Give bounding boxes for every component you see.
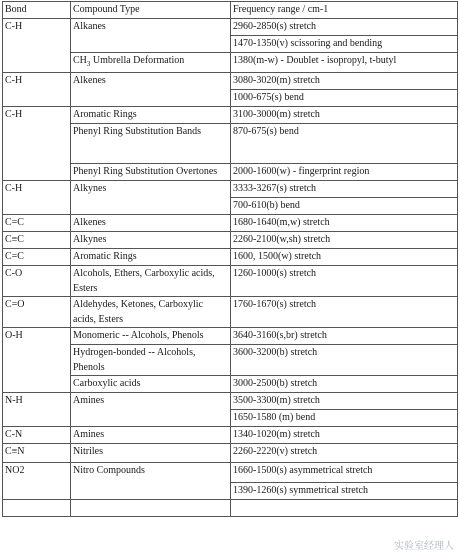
table-row — [3, 427, 458, 444]
bond-cell: C=O — [3, 297, 71, 328]
bond-cell: C-H — [3, 73, 71, 107]
compound-cell: Alcohols, Ethers, Carboxylic acids, Esters — [71, 266, 231, 297]
table-row — [3, 107, 458, 124]
frequency-cell: 1600, 1500(w) stretch — [231, 249, 458, 266]
compound-cell: Aromatic Rings — [71, 249, 231, 266]
frequency-cell: 3080-3020(m) stretch — [231, 73, 458, 90]
table-row — [3, 393, 458, 410]
watermark-text: 实验室经理人 — [394, 541, 454, 552]
frequency-cell: 3600-3200(b) stretch — [231, 345, 458, 376]
table-row — [3, 181, 458, 198]
table-row-empty — [3, 500, 458, 517]
frequency-cell — [231, 500, 458, 517]
compound-cell-ch3: $CH_3$ Umbrella Deformation — [71, 53, 231, 73]
frequency-cell: 1380(m-w) - Doublet - isopropyl, t-butyl — [231, 53, 458, 73]
table-row — [3, 266, 458, 297]
compound-cell: Alkanes — [71, 19, 231, 53]
frequency-cell: 1650-1580 (m) bend — [231, 410, 458, 427]
compound-cell: Amines — [71, 427, 231, 444]
table-row — [3, 297, 458, 328]
table-row — [3, 19, 458, 36]
compound-cell: Amines — [71, 393, 231, 427]
compound-cell — [71, 500, 231, 517]
table-row — [3, 444, 458, 463]
header-compound-type: Compound Type — [71, 2, 231, 19]
bond-cell: C-N — [3, 427, 71, 444]
frequency-cell: 3500-3300(m) stretch — [231, 393, 458, 410]
bond-cell: C-O — [3, 266, 71, 297]
frequency-cell: 1390-1260(s) symmetrical stretch — [231, 483, 458, 500]
table-row — [3, 328, 458, 345]
frequency-cell: 1470-1350(v) scissoring and bending — [231, 36, 458, 53]
compound-cell: Alkenes — [71, 73, 231, 107]
frequency-cell: 1260-1000(s) stretch — [231, 266, 458, 297]
compound-cell: Carboxylic acids — [71, 376, 231, 393]
header-frequency-range: Frequency range / cm-1 — [231, 2, 458, 19]
compound-cell: Aromatic Rings — [71, 107, 231, 124]
frequency-cell: 1760-1670(s) stretch — [231, 297, 458, 328]
frequency-cell: 1000-675(s) bend — [231, 90, 458, 107]
bond-cell: C=C — [3, 215, 71, 232]
frequency-cell: 2260-2100(w,sh) stretch — [231, 232, 458, 249]
table-row — [3, 463, 458, 483]
frequency-cell: 1660-1500(s) asymmetrical stretch — [231, 463, 458, 483]
table-row — [3, 376, 458, 393]
frequency-cell: 3100-3000(m) stretch — [231, 107, 458, 124]
compound-cell: Aldehydes, Ketones, Carboxylic acids, Esters — [71, 297, 231, 328]
table-row — [3, 249, 458, 266]
frequency-cell: 2960-2850(s) stretch — [231, 19, 458, 36]
compound-cell: Phenyl Ring Substitution Overtones — [71, 164, 231, 181]
table-row — [3, 53, 458, 73]
table-row — [3, 232, 458, 249]
frequency-cell: 870-675(s) bend — [231, 124, 458, 164]
table-row — [3, 215, 458, 232]
frequency-cell: 1340-1020(m) stretch — [231, 427, 458, 444]
bond-cell: C-H — [3, 19, 71, 73]
table-row — [3, 345, 458, 376]
ir-frequency-table — [2, 1, 458, 517]
frequency-cell: 700-610(b) bend — [231, 198, 458, 215]
table-row — [3, 73, 458, 90]
bond-cell: C-H — [3, 107, 71, 181]
frequency-cell: 3000-2500(b) stretch — [231, 376, 458, 393]
table-header-row — [3, 2, 458, 19]
frequency-cell: 1680-1640(m,w) stretch — [231, 215, 458, 232]
bond-cell: C-H — [3, 181, 71, 215]
frequency-cell: 3640-3160(s,br) stretch — [231, 328, 458, 345]
bond-cell: C≡C — [3, 232, 71, 249]
compound-cell: Alkynes — [71, 232, 231, 249]
bond-cell: C≡N — [3, 444, 71, 463]
bond-cell — [3, 500, 71, 517]
frequency-cell: 2000-1600(w) - fingerprint region — [231, 164, 458, 181]
table-row — [3, 124, 458, 164]
bond-cell: C=C — [3, 249, 71, 266]
compound-cell: Alkynes — [71, 181, 231, 215]
compound-cell: Nitro Compounds — [71, 463, 231, 500]
frequency-cell: 3333-3267(s) stretch — [231, 181, 458, 198]
bond-cell: N-H — [3, 393, 71, 427]
table-row — [3, 164, 458, 181]
frequency-cell: 2260-2220(v) stretch — [231, 444, 458, 463]
compound-cell: Monomeric -- Alcohols, Phenols — [71, 328, 231, 345]
header-bond: Bond — [3, 2, 71, 19]
bond-cell: NO2 — [3, 463, 71, 500]
compound-cell: Phenyl Ring Substitution Bands — [71, 124, 231, 164]
bond-cell: O-H — [3, 328, 71, 393]
compound-cell: Hydrogen-bonded -- Alcohols, Phenols — [71, 345, 231, 376]
compound-cell: Nitriles — [71, 444, 231, 463]
compound-cell: Alkenes — [71, 215, 231, 232]
